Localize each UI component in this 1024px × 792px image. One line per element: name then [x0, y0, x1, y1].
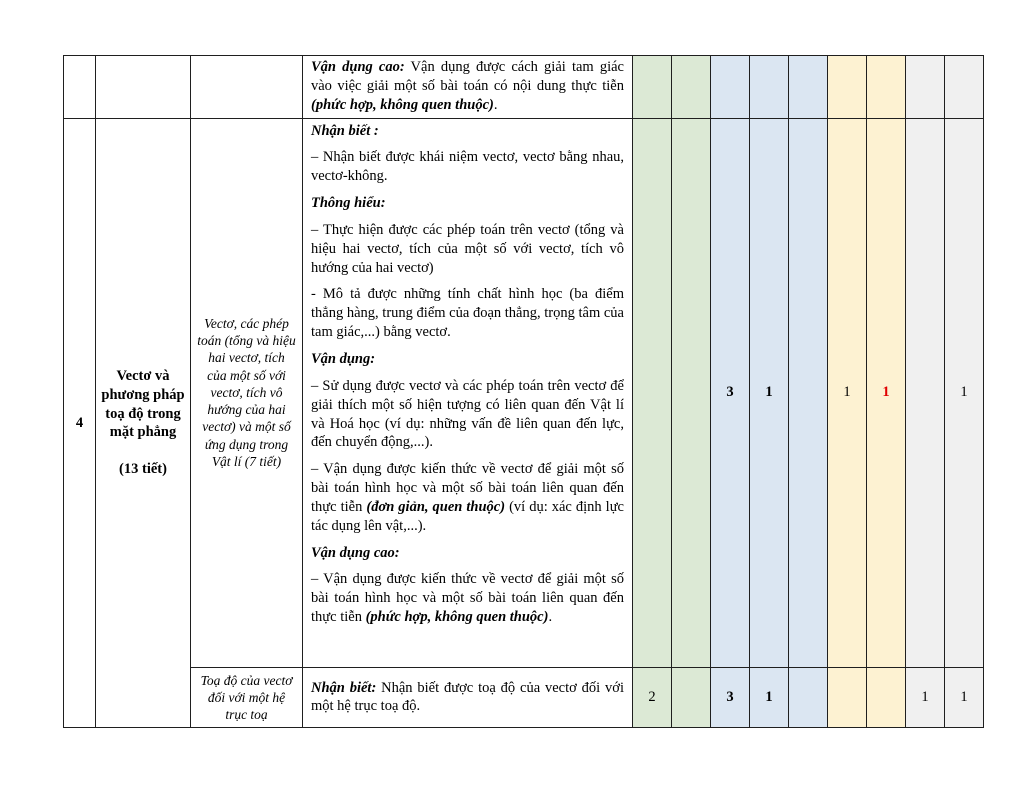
- level-label: Nhận biết:: [311, 679, 377, 696]
- matrix-cell: 1: [906, 667, 945, 728]
- requirement-paragraph: [311, 350, 624, 369]
- topic-cell: [96, 118, 191, 728]
- matrix-cell-red: 1: [867, 118, 906, 667]
- matrix-cell: [828, 56, 867, 119]
- requirement-text: – Sử dụng được vectơ và các phép toán trên vectơ để giải thích một số hiện tượng có liên quan đến Vật lí và Hoá học (ví dụ: những vấn đề liên quan đến lực, đến chuyển động,...).: [311, 377, 624, 451]
- matrix-cell: [789, 118, 828, 667]
- table-row-main: [64, 118, 984, 667]
- level-label: (phức hợp, không quen thuộc): [365, 609, 549, 626]
- requirement-paragraph: [311, 194, 624, 213]
- level-label: Vận dụng:: [311, 350, 376, 367]
- level-label: Vận dụng cao:: [311, 544, 400, 561]
- requirement-paragraph: [311, 122, 624, 141]
- requirement-paragraph: [311, 221, 624, 278]
- requirement-text: (ví dụ: xác định lực tác dụng lên vật,...).: [311, 498, 624, 534]
- matrix-cell: [789, 667, 828, 728]
- matrix-cell: [750, 56, 789, 119]
- topic-title: Vectơ và phương pháp toạ độ trong mặt phẳng: [101, 367, 185, 441]
- level-label: Vận dụng cao:: [311, 59, 405, 75]
- requirement-text: Nhận biết được toạ độ của vectơ đối với một hệ trục toạ độ.: [311, 679, 624, 715]
- level-label: Nhận biết :: [311, 122, 379, 139]
- requirements-cell: [303, 118, 633, 667]
- matrix-cell: [945, 56, 984, 119]
- requirement-paragraph: [311, 377, 624, 452]
- level-label: (đơn giản, quen thuộc): [366, 498, 506, 515]
- requirement-paragraph: [311, 570, 624, 627]
- requirement-paragraph: [311, 544, 624, 563]
- matrix-cell: [633, 118, 672, 667]
- requirement-text: Vận dụng được cách giải tam giác vào việc giải một số bài toán có nội dung thực tiễn: [311, 59, 624, 94]
- requirement-paragraph: [311, 460, 624, 535]
- matrix-cell: [789, 56, 828, 119]
- matrix-cell: [906, 56, 945, 119]
- requirement-paragraph: [311, 58, 624, 115]
- requirement-text: – Thực hiện được các phép toán trên vectơ (tổng và hiệu hai vectơ, tích của một số với vectơ, tích vô hướng của hai vectơ): [311, 221, 624, 276]
- matrix-cell: [867, 667, 906, 728]
- matrix-cell: 3: [711, 667, 750, 728]
- level-label: Thông hiểu:: [311, 195, 386, 212]
- matrix-cell: [711, 56, 750, 119]
- level-label: (phức hợp, không quen thuộc): [311, 96, 494, 113]
- matrix-cell: [672, 56, 711, 119]
- topic-duration: (13 tiết): [119, 461, 167, 478]
- matrix-cell: 1: [945, 667, 984, 728]
- requirement-text: – Vận dụng được kiến thức về vectơ để giải một số bài toán hình học và một số bài toán liên quan đến thực tiễn: [311, 571, 624, 626]
- content-topic-cell: Toạ độ của vectơ đối với một hệ trục toạ: [191, 667, 303, 728]
- matrix-cell: 1: [828, 118, 867, 667]
- matrix-cell: [906, 118, 945, 667]
- requirement-paragraph: [311, 285, 624, 342]
- requirement-text: .: [548, 609, 553, 626]
- matrix-cell: 3: [711, 118, 750, 667]
- ordinal-cell: 4: [64, 118, 96, 728]
- requirement-paragraph: [311, 148, 624, 186]
- topic-cell-empty: [96, 56, 191, 119]
- content-cell-empty: [191, 56, 303, 119]
- curriculum-specification-table: [63, 55, 984, 728]
- matrix-cell: 2: [633, 667, 672, 728]
- table-row-top: [64, 56, 984, 119]
- requirement-paragraph: [311, 679, 624, 717]
- requirement-text: .: [493, 96, 498, 113]
- ordinal-cell-empty: [64, 56, 96, 119]
- requirements-cell: [303, 56, 633, 119]
- matrix-cell: 1: [750, 667, 789, 728]
- content-topic-cell: Vectơ, các phép toán (tổng và hiệu hai vectơ, tích của một số với vectơ, tích vô hướng của hai vectơ) và một số ứng dụng trong Vật lí (7 tiết): [191, 118, 303, 667]
- matrix-cell: 1: [750, 118, 789, 667]
- requirement-text: – Nhận biết được khái niệm vectơ, vectơ bằng nhau, vectơ-không.: [311, 149, 624, 185]
- matrix-cell: [867, 56, 906, 119]
- matrix-cell: [672, 667, 711, 728]
- requirement-text: - Mô tả được những tính chất hình học (ba điểm thẳng hàng, trung điểm của đoạn thẳng, trọng tâm của tam giác,...) bằng vectơ.: [311, 286, 624, 341]
- requirements-cell: [303, 667, 633, 728]
- table-row-bottom: [64, 667, 984, 728]
- matrix-cell: [633, 56, 672, 119]
- matrix-cell: 1: [945, 118, 984, 667]
- matrix-cell: [672, 118, 711, 667]
- matrix-cell: [828, 667, 867, 728]
- requirement-text: – Vận dụng được kiến thức về vectơ để giải một số bài toán hình học và một số bài toán liên quan đến thực tiễn: [311, 461, 624, 515]
